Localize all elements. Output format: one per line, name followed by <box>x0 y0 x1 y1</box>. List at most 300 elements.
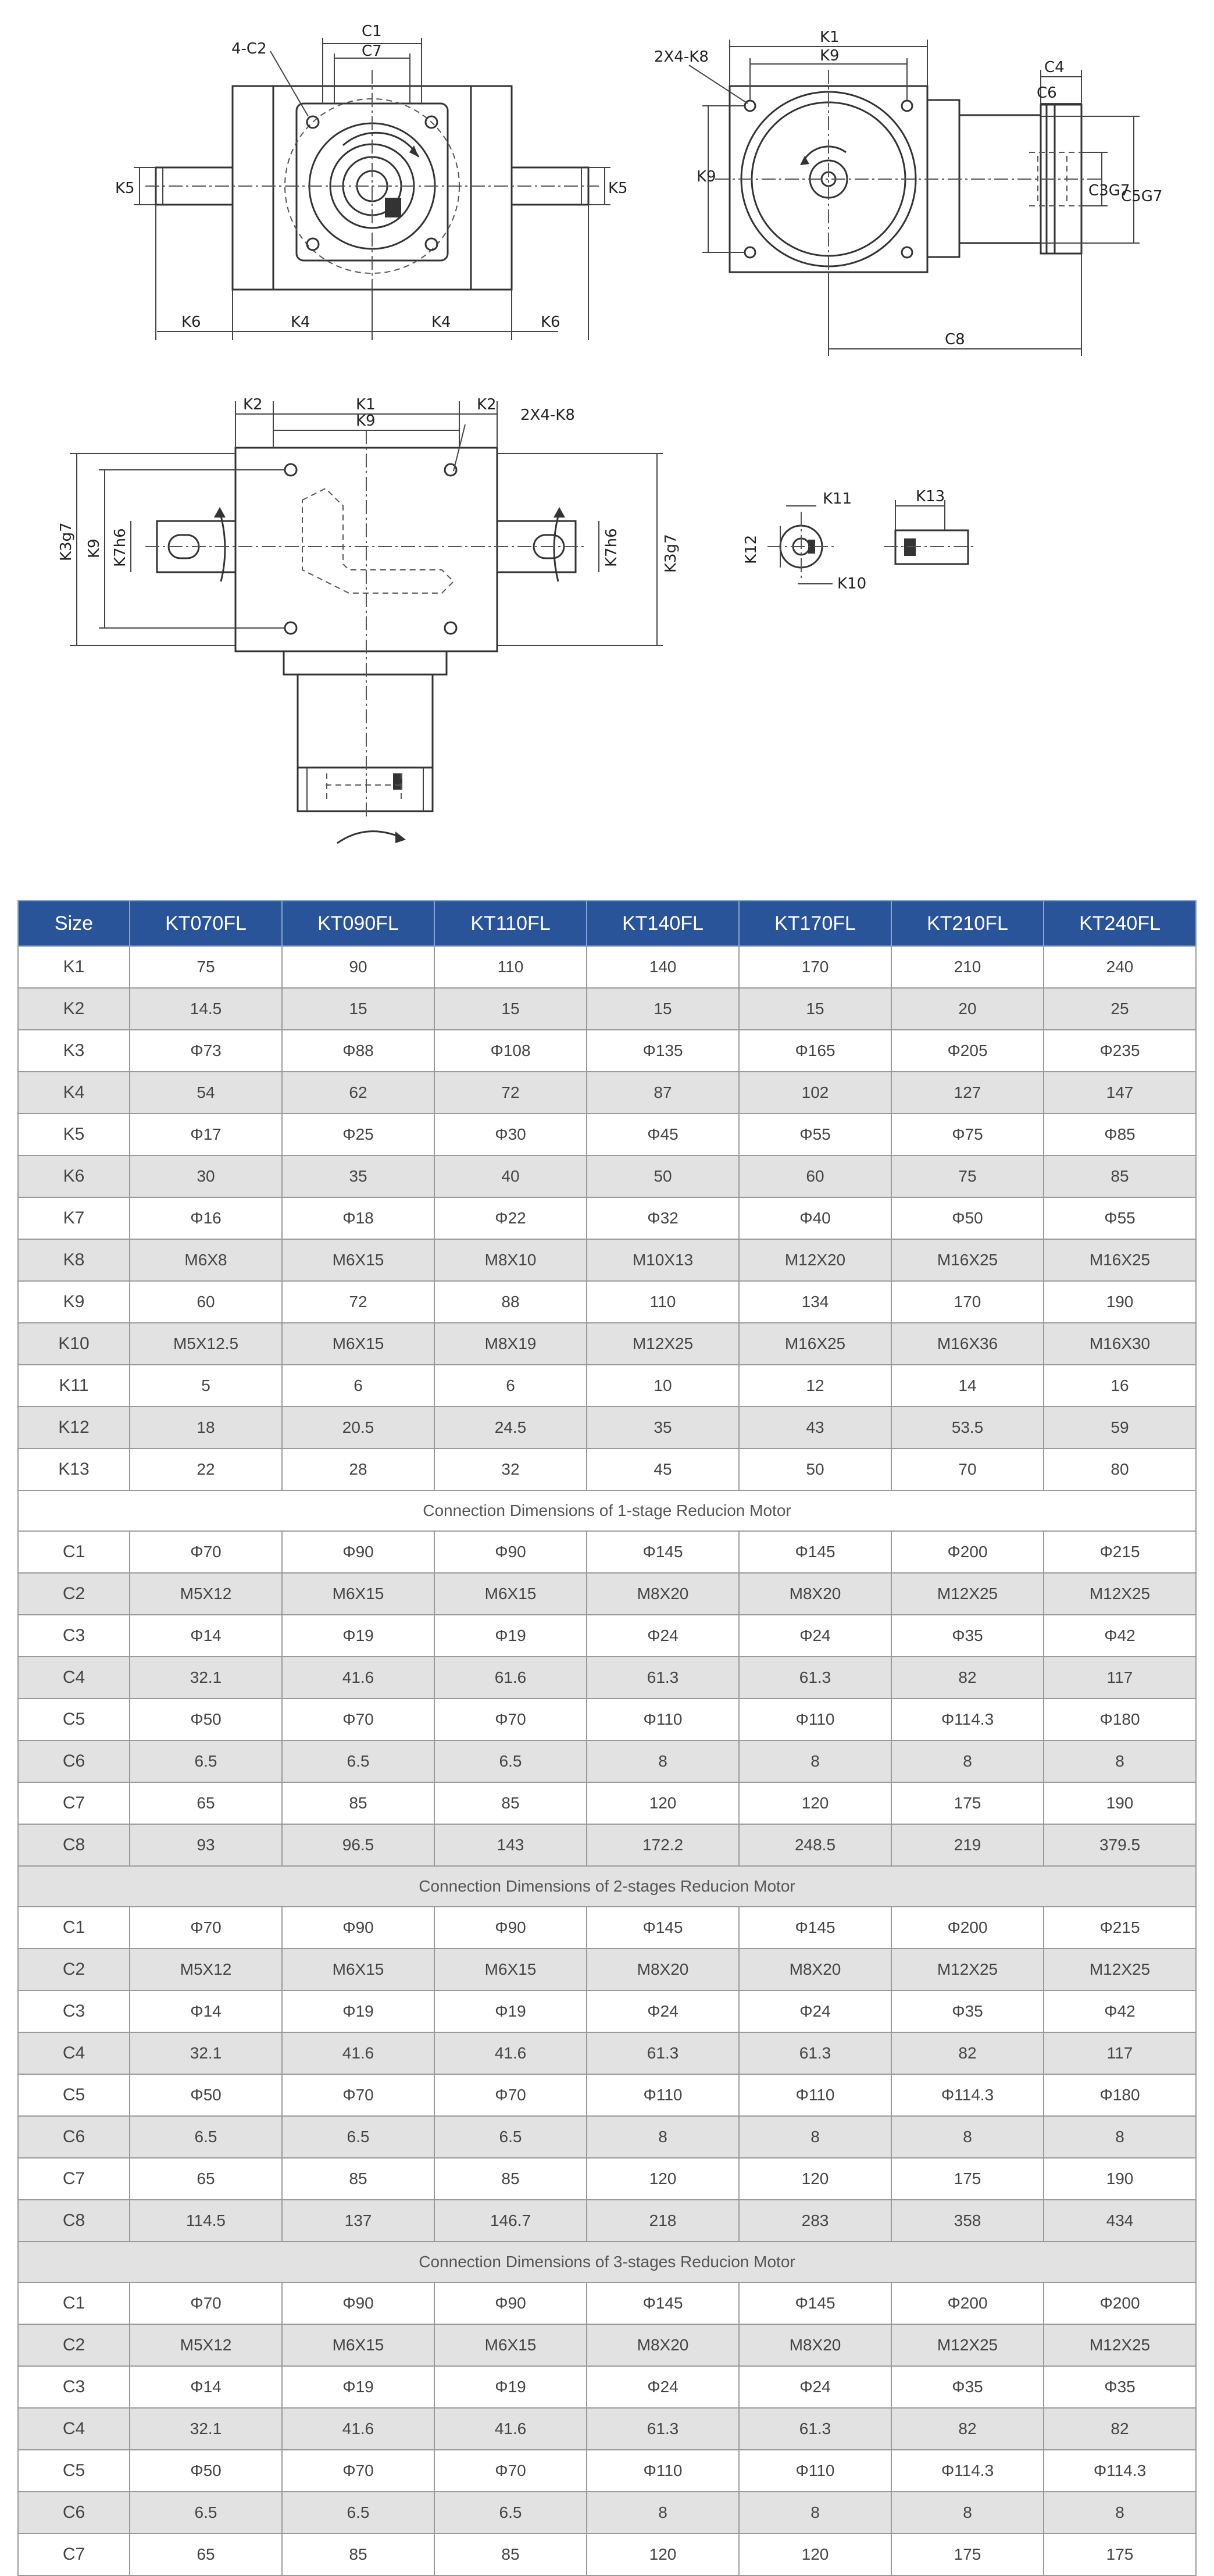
row-label: C3 <box>18 1990 130 2032</box>
side-view-drawing <box>689 40 1140 356</box>
table-cell: 6.5 <box>130 2116 282 2158</box>
header-model: KT140FL <box>587 901 739 946</box>
label-c3g7: C3G7 <box>1088 182 1130 199</box>
table-cell: Φ70 <box>282 2074 434 2116</box>
label-k10: K10 <box>837 575 867 593</box>
table-row <box>18 1407 1196 1448</box>
table-cell: 85 <box>1044 1155 1196 1197</box>
table-cell: Φ110 <box>739 1699 891 1740</box>
table-cell: Φ55 <box>1044 1197 1196 1239</box>
table-cell: 45 <box>587 1448 739 1490</box>
table-cell: 41.6 <box>434 2032 587 2074</box>
table-cell: Φ17 <box>130 1114 282 1155</box>
table-cell: 15 <box>739 988 891 1030</box>
section-title-row <box>18 2242 1196 2282</box>
table-cell: Φ70 <box>434 2450 587 2492</box>
row-label: C2 <box>18 1573 130 1615</box>
table-cell: 175 <box>891 2534 1044 2575</box>
row-label: C5 <box>18 2450 130 2492</box>
section-title: Connection Dimensions of 3-stages Reducion Motor <box>18 2242 1196 2282</box>
table-cell: 120 <box>739 2158 891 2200</box>
table-cell: 8 <box>739 1740 891 1782</box>
table-cell: 114.5 <box>130 2200 282 2242</box>
top-view-drawing <box>70 401 663 843</box>
table-cell: 53.5 <box>891 1407 1044 1448</box>
row-label: K13 <box>18 1448 130 1490</box>
table-cell: 41.6 <box>282 2408 434 2450</box>
table-cell: 175 <box>1044 2534 1196 2575</box>
table-cell: Φ180 <box>1044 2074 1196 2116</box>
label-k11: K11 <box>823 490 852 508</box>
table-cell: 25 <box>1044 988 1196 1030</box>
table-cell: 8 <box>739 2116 891 2158</box>
table-cell: M8X20 <box>587 2324 739 2366</box>
table-cell: 41.6 <box>282 2032 434 2074</box>
row-label: K7 <box>18 1197 130 1239</box>
table-cell: 60 <box>130 1281 282 1323</box>
row-label: C7 <box>18 2158 130 2200</box>
table-row <box>18 1197 1196 1239</box>
row-label: K4 <box>18 1072 130 1114</box>
table-cell: 8 <box>1044 2492 1196 2534</box>
table-cell: 61.3 <box>739 2032 891 2074</box>
table-cell: 140 <box>587 946 739 988</box>
table-row <box>18 1573 1196 1615</box>
table-cell: 8 <box>891 2116 1044 2158</box>
table-cell: Φ145 <box>739 2282 891 2324</box>
table-cell: M12X25 <box>1044 1949 1196 1990</box>
label-k13: K13 <box>916 488 945 505</box>
table-cell: 88 <box>434 1281 587 1323</box>
row-label: K9 <box>18 1281 130 1323</box>
table-cell: Φ24 <box>587 1615 739 1657</box>
table-cell: 175 <box>891 1782 1044 1824</box>
table-cell: 61.3 <box>739 2408 891 2450</box>
table-row <box>18 1949 1196 1990</box>
row-label: C5 <box>18 1699 130 1740</box>
table-cell: 72 <box>282 1281 434 1323</box>
section-title-row <box>18 1490 1196 1531</box>
table-row <box>18 1740 1196 1782</box>
table-cell: 120 <box>587 2158 739 2200</box>
table-row <box>18 2200 1196 2242</box>
table-cell: M5X12.5 <box>130 1323 282 1365</box>
label-k9-left: K9 <box>85 538 103 558</box>
table-cell: 22 <box>130 1448 282 1490</box>
table-cell: 117 <box>1044 1657 1196 1699</box>
table-cell: 87 <box>587 1072 739 1114</box>
table-cell: M5X12 <box>130 1573 282 1615</box>
table-cell: M10X13 <box>587 1239 739 1281</box>
table-cell: Φ24 <box>739 2366 891 2408</box>
row-label: C1 <box>18 1907 130 1949</box>
table-cell: Φ90 <box>282 1907 434 1949</box>
technical-drawings <box>0 0 1214 872</box>
table-cell: 120 <box>587 1782 739 1824</box>
row-label: C3 <box>18 2366 130 2408</box>
table-cell: 146.7 <box>434 2200 587 2242</box>
table-cell: 5 <box>130 1365 282 1407</box>
table-cell: Φ55 <box>739 1114 891 1155</box>
table-cell: 6.5 <box>282 2116 434 2158</box>
row-label: C8 <box>18 2200 130 2242</box>
table-cell: Φ19 <box>434 2366 587 2408</box>
table-cell: 102 <box>739 1072 891 1114</box>
table-cell: Φ108 <box>434 1030 587 1072</box>
table-cell: 14 <box>891 1365 1044 1407</box>
table-cell: 6 <box>434 1365 587 1407</box>
header-model: KT090FL <box>282 901 434 946</box>
table-cell: Φ35 <box>891 1615 1044 1657</box>
table-cell: Φ70 <box>434 2074 587 2116</box>
table-cell: 120 <box>587 2534 739 2575</box>
row-label: K12 <box>18 1407 130 1448</box>
label-k6-right: K6 <box>541 313 560 331</box>
table-cell: Φ70 <box>282 1699 434 1740</box>
table-cell: 117 <box>1044 2032 1196 2074</box>
table-cell: Φ70 <box>130 1907 282 1949</box>
row-label: K2 <box>18 988 130 1030</box>
table-cell: 379.5 <box>1044 1824 1196 1866</box>
table-cell: Φ110 <box>587 1699 739 1740</box>
table-cell: 16 <box>1044 1365 1196 1407</box>
label-k5-right: K5 <box>608 180 628 197</box>
table-row <box>18 1072 1196 1114</box>
table-row <box>18 1531 1196 1573</box>
table-row <box>18 1323 1196 1365</box>
label-k1-top: K1 <box>820 28 840 46</box>
table-row <box>18 1657 1196 1699</box>
label-k7h6-right: K7h6 <box>603 528 620 567</box>
table-cell: Φ42 <box>1044 1615 1196 1657</box>
table-cell: Φ110 <box>587 2074 739 2116</box>
table-cell: 93 <box>130 1824 282 1866</box>
table-cell: 96.5 <box>282 1824 434 1866</box>
row-label: C6 <box>18 1740 130 1782</box>
table-cell: Φ145 <box>587 2282 739 2324</box>
header-row <box>18 901 1196 946</box>
table-cell: 50 <box>587 1155 739 1197</box>
table-cell: 6.5 <box>282 2492 434 2534</box>
table-row <box>18 2032 1196 2074</box>
table-row <box>18 2492 1196 2534</box>
table-cell: Φ75 <box>891 1114 1044 1155</box>
row-label: K1 <box>18 946 130 988</box>
table-row <box>18 1239 1196 1281</box>
table-cell: 120 <box>739 2534 891 2575</box>
table-cell: Φ145 <box>739 1907 891 1949</box>
table-cell: Φ30 <box>434 1114 587 1155</box>
table-cell: Φ90 <box>434 2282 587 2324</box>
table-cell: 15 <box>587 988 739 1030</box>
table-cell: M16X25 <box>891 1239 1044 1281</box>
table-cell: Φ40 <box>739 1197 891 1239</box>
table-cell: Φ110 <box>739 2074 891 2116</box>
table-cell: 35 <box>587 1407 739 1448</box>
table-cell: Φ70 <box>130 2282 282 2324</box>
table-cell: Φ135 <box>587 1030 739 1072</box>
table-cell: Φ114.3 <box>891 2074 1044 2116</box>
row-label: C7 <box>18 2534 130 2575</box>
table-cell: 75 <box>891 1155 1044 1197</box>
table-row <box>18 2324 1196 2366</box>
table-cell: 30 <box>130 1155 282 1197</box>
table-cell: 218 <box>587 2200 739 2242</box>
table-cell: Φ215 <box>1044 1531 1196 1573</box>
table-cell: 61.3 <box>587 2408 739 2450</box>
table-cell: 82 <box>891 2032 1044 2074</box>
label-k4-right: K4 <box>431 313 451 331</box>
table-cell: 85 <box>282 2158 434 2200</box>
table-cell: 110 <box>434 946 587 988</box>
table-cell: Φ180 <box>1044 1699 1196 1740</box>
table-body <box>18 946 1196 2575</box>
table-cell: M8X20 <box>739 2324 891 2366</box>
table-cell: Φ200 <box>891 1531 1044 1573</box>
label-c7: C7 <box>362 42 382 60</box>
table-cell: Φ200 <box>1044 2282 1196 2324</box>
table-cell: 65 <box>130 2534 282 2575</box>
table-cell: Φ200 <box>891 2282 1044 2324</box>
table-cell: 50 <box>739 1448 891 1490</box>
table-cell: 32 <box>434 1448 587 1490</box>
table-cell: 172.2 <box>587 1824 739 1866</box>
table-cell: 61.3 <box>587 1657 739 1699</box>
table-cell: 14.5 <box>130 988 282 1030</box>
table-cell: 12 <box>739 1365 891 1407</box>
table-cell: Φ24 <box>587 1990 739 2032</box>
table-cell: 85 <box>282 2534 434 2575</box>
table-cell: Φ24 <box>739 1615 891 1657</box>
table-cell: 6.5 <box>282 1740 434 1782</box>
table-cell: M8X10 <box>434 1239 587 1281</box>
table-cell: Φ16 <box>130 1197 282 1239</box>
table-cell: 72 <box>434 1072 587 1114</box>
row-label: C6 <box>18 2492 130 2534</box>
table-cell: 65 <box>130 2158 282 2200</box>
row-label: K6 <box>18 1155 130 1197</box>
table-cell: 15 <box>282 988 434 1030</box>
label-c1: C1 <box>362 23 382 40</box>
table-cell: Φ50 <box>130 1699 282 1740</box>
table-cell: 127 <box>891 1072 1044 1114</box>
header-model: KT110FL <box>434 901 587 946</box>
table-cell: 61.3 <box>739 1657 891 1699</box>
table-cell: 32.1 <box>130 2408 282 2450</box>
table-cell: 65 <box>130 1782 282 1824</box>
table-row <box>18 1824 1196 1866</box>
label-k1-bottom: K1 <box>356 396 376 413</box>
label-k5-left: K5 <box>115 180 135 197</box>
row-label: C3 <box>18 1615 130 1657</box>
table-row <box>18 1030 1196 1072</box>
table-cell: 6.5 <box>130 2492 282 2534</box>
table-cell: 80 <box>1044 1448 1196 1490</box>
table-cell: 358 <box>891 2200 1044 2242</box>
table-cell: M6X15 <box>282 1239 434 1281</box>
table-cell: 82 <box>891 1657 1044 1699</box>
section-title: Connection Dimensions of 1-stage Reducion Motor <box>18 1490 1196 1531</box>
table-cell: Φ205 <box>891 1030 1044 1072</box>
table-cell: M8X20 <box>587 1573 739 1615</box>
table-cell: Φ42 <box>1044 1990 1196 2032</box>
table-cell: M16X36 <box>891 1323 1044 1365</box>
section-title: Connection Dimensions of 2-stages Reducion Motor <box>18 1866 1196 1907</box>
table-cell: 85 <box>434 2158 587 2200</box>
row-label: C1 <box>18 1531 130 1573</box>
table-cell: 8 <box>739 2492 891 2534</box>
table-cell: Φ22 <box>434 1197 587 1239</box>
table-cell: 8 <box>587 2116 739 2158</box>
table-cell: 8 <box>891 2492 1044 2534</box>
label-c5g7: C5G7 <box>1121 188 1163 205</box>
table-cell: 62 <box>282 1072 434 1114</box>
header-model: KT240FL <box>1044 901 1196 946</box>
table-cell: Φ90 <box>282 2282 434 2324</box>
table-row <box>18 1155 1196 1197</box>
table-cell: M16X30 <box>1044 1323 1196 1365</box>
table-cell: 70 <box>891 1448 1044 1490</box>
header-size: Size <box>18 901 130 946</box>
table-row <box>18 1281 1196 1323</box>
table-cell: 8 <box>587 1740 739 1782</box>
table-cell: 32.1 <box>130 1657 282 1699</box>
table-cell: M12X25 <box>891 2324 1044 2366</box>
row-label: K11 <box>18 1365 130 1407</box>
table-cell: 240 <box>1044 946 1196 988</box>
table-cell: M8X20 <box>739 1573 891 1615</box>
table-cell: 110 <box>587 1281 739 1323</box>
table-cell: M6X15 <box>434 1573 587 1615</box>
table-row <box>18 1114 1196 1155</box>
table-cell: Φ165 <box>739 1030 891 1072</box>
table-cell: Φ19 <box>282 1615 434 1657</box>
header-model: KT170FL <box>739 901 891 946</box>
table-cell: Φ45 <box>587 1114 739 1155</box>
table-cell: M12X25 <box>891 1949 1044 1990</box>
row-label: C8 <box>18 1824 130 1866</box>
table-cell: 190 <box>1044 1782 1196 1824</box>
table-cell: M12X25 <box>1044 2324 1196 2366</box>
table-cell: M5X12 <box>130 1949 282 1990</box>
label-4-c2: 4-C2 <box>231 40 267 58</box>
table-cell: Φ73 <box>130 1030 282 1072</box>
table-cell: 219 <box>891 1824 1044 1866</box>
table-cell: 85 <box>434 2534 587 2575</box>
table-header <box>18 901 1196 946</box>
table-cell: 8 <box>891 1740 1044 1782</box>
spec-table <box>17 900 1197 2576</box>
header-model: KT070FL <box>130 901 282 946</box>
table-cell: 20.5 <box>282 1407 434 1448</box>
table-cell: M8X20 <box>587 1949 739 1990</box>
table-cell: Φ215 <box>1044 1907 1196 1949</box>
table-cell: Φ90 <box>434 1907 587 1949</box>
table-cell: 8 <box>1044 1740 1196 1782</box>
table-cell: M6X15 <box>434 1949 587 1990</box>
table-row <box>18 1782 1196 1824</box>
front-view-drawing <box>134 38 610 340</box>
table-cell: Φ14 <box>130 1615 282 1657</box>
label-k9-bottom: K9 <box>356 412 376 430</box>
table-cell: Φ19 <box>434 1990 587 2032</box>
table-cell: 82 <box>1044 2408 1196 2450</box>
table-cell: Φ114.3 <box>1044 2450 1196 2492</box>
table-cell: 175 <box>891 2158 1044 2200</box>
table-cell: Φ200 <box>891 1907 1044 1949</box>
table-row <box>18 1365 1196 1407</box>
table-cell: M6X15 <box>434 2324 587 2366</box>
table-cell: 41.6 <box>434 2408 587 2450</box>
table-cell: M6X15 <box>282 1323 434 1365</box>
label-c8: C8 <box>945 331 965 348</box>
table-cell: 170 <box>739 946 891 988</box>
table-cell: 85 <box>434 1782 587 1824</box>
table-cell: Φ14 <box>130 2366 282 2408</box>
row-label: C5 <box>18 2074 130 2116</box>
row-label: C4 <box>18 1657 130 1699</box>
table-row <box>18 2366 1196 2408</box>
table-cell: 20 <box>891 988 1044 1030</box>
table-cell: Φ85 <box>1044 1114 1196 1155</box>
table-row <box>18 2534 1196 2575</box>
table-cell: 82 <box>891 2408 1044 2450</box>
drawing-canvas <box>0 0 1214 872</box>
table-row <box>18 988 1196 1030</box>
label-2x4-k8-bottom: 2X4-K8 <box>520 406 575 424</box>
row-label: K8 <box>18 1239 130 1281</box>
table-cell: Φ114.3 <box>891 1699 1044 1740</box>
table-cell: 283 <box>739 2200 891 2242</box>
table-cell: 134 <box>739 1281 891 1323</box>
table-cell: 6 <box>282 1365 434 1407</box>
table-cell: 120 <box>739 1782 891 1824</box>
table-cell: 8 <box>1044 2116 1196 2158</box>
table-cell: Φ24 <box>739 1990 891 2032</box>
row-label: C2 <box>18 2324 130 2366</box>
table-cell: 43 <box>739 1407 891 1448</box>
table-cell: Φ110 <box>587 2450 739 2492</box>
table-cell: M6X15 <box>282 1949 434 1990</box>
table-cell: 85 <box>282 1782 434 1824</box>
table-row <box>18 2074 1196 2116</box>
row-label: K3 <box>18 1030 130 1072</box>
table-cell: 18 <box>130 1407 282 1448</box>
table-cell: 6.5 <box>434 2492 587 2534</box>
table-cell: Φ114.3 <box>891 2450 1044 2492</box>
table-cell: Φ14 <box>130 1990 282 2032</box>
table-row <box>18 1990 1196 2032</box>
table-cell: 32.1 <box>130 2032 282 2074</box>
header-model: KT210FL <box>891 901 1044 946</box>
table-row <box>18 2408 1196 2450</box>
table-cell: Φ35 <box>891 1990 1044 2032</box>
table-cell: Φ145 <box>587 1531 739 1573</box>
row-label: K5 <box>18 1114 130 1155</box>
table-cell: M5X12 <box>130 2324 282 2366</box>
table-cell: Φ19 <box>434 1615 587 1657</box>
table-cell: M6X8 <box>130 1239 282 1281</box>
table-cell: 28 <box>282 1448 434 1490</box>
table-row <box>18 2450 1196 2492</box>
label-k7h6-left: K7h6 <box>112 528 129 567</box>
table-cell: Φ32 <box>587 1197 739 1239</box>
table-cell: M16X25 <box>739 1323 891 1365</box>
table-cell: M12X20 <box>739 1239 891 1281</box>
table-cell: 170 <box>891 1281 1044 1323</box>
table-cell: 10 <box>587 1365 739 1407</box>
table-cell: Φ70 <box>130 1531 282 1573</box>
